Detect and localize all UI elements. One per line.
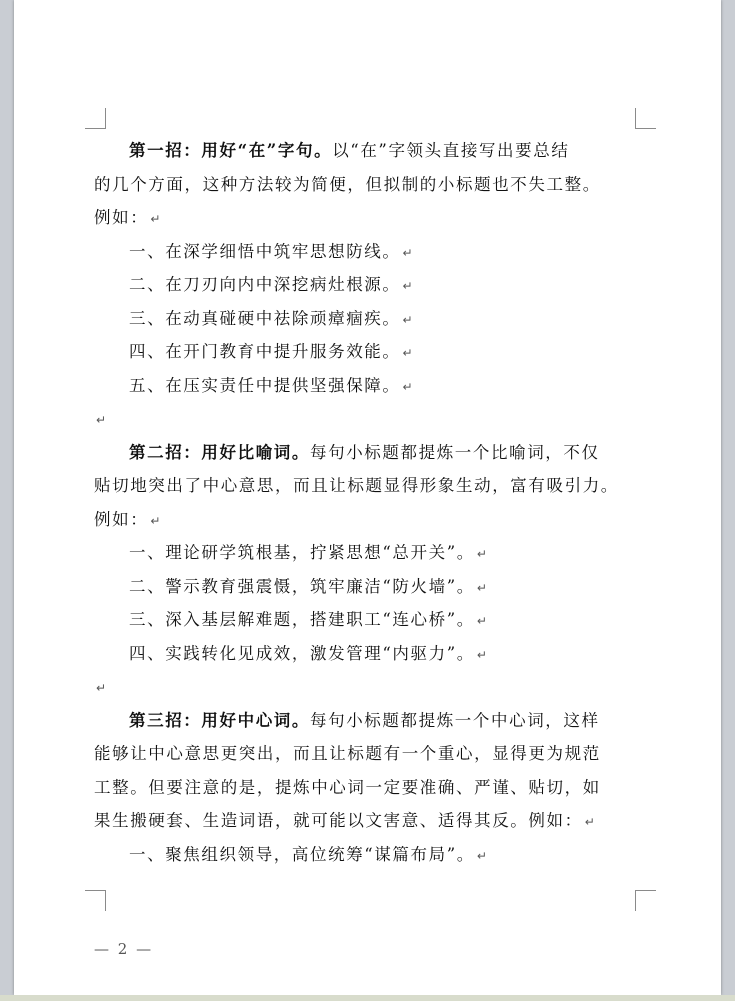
paragraph-mark-icon: ↵ [476, 547, 489, 561]
margin-corner-top-left [85, 108, 106, 129]
list-item [94, 268, 624, 302]
page-number: — 2 — [94, 940, 154, 958]
empty-paragraph [94, 670, 624, 704]
list-item [94, 603, 624, 637]
paragraph-mark-icon: ↵ [402, 346, 415, 360]
paragraph-mark-icon: ↵ [402, 245, 415, 260]
paragraph-mark-icon: ↵ [96, 681, 108, 695]
list-item-text: 四、实践转化见成效，激发管理“内驱力”。 [129, 643, 475, 663]
paragraph-line: 的几个方面，这种方法较为简便，但拟制的小标题也不失工整。 [94, 174, 601, 194]
list-item-text: 一、在深学细悟中筑牢思想防线。 [129, 241, 401, 261]
paragraph-mark-icon: ↵ [150, 513, 162, 528]
section-heading: 第二招：用好比喻词。 [129, 442, 310, 462]
list-item [94, 369, 624, 403]
list-item-text: 二、警示教育强震慑，筑牢廉洁“防火墙”。 [129, 576, 475, 596]
margin-corner-bottom-right [635, 890, 656, 911]
list-item [94, 536, 624, 570]
list-item [94, 302, 624, 336]
paragraph-mark-icon: ↵ [96, 413, 108, 427]
margin-corner-bottom-left [85, 890, 106, 911]
list-item-text: 三、在动真碰硬中祛除顽瘴痼疾。 [129, 308, 401, 328]
list-item-text: 五、在压实责任中提供坚强保障。 [129, 375, 401, 395]
document-body[interactable] [94, 134, 624, 871]
paragraph-line: 能够让中心意思更突出，而且让标题有一个重心，显得更为规范 [94, 744, 601, 763]
list-item [94, 838, 624, 872]
list-item-text: 一、理论研学筑根基，拧紧思想“总开关”。 [129, 543, 475, 562]
paragraph-line [94, 503, 624, 537]
paragraph-line [94, 201, 624, 235]
list-item [94, 335, 624, 369]
section-heading: 第一招：用好“在”字句。 [129, 141, 333, 160]
paragraph-text: 例如： [94, 509, 149, 529]
paragraph-line: 贴切地突出了中心意思，而且让标题显得形象生动，富有吸引力。 [94, 476, 619, 495]
paragraph-mark-icon: ↵ [402, 279, 415, 293]
paragraph-text: 以“在”字领头直接写出要总结 [332, 141, 570, 160]
section-heading: 第三招：用好中心词。 [129, 710, 310, 730]
list-item-text: 一、聚焦组织领导，高位统筹“谋篇布局”。 [129, 844, 475, 864]
list-item [94, 637, 624, 671]
paragraph-mark-icon: ↵ [476, 614, 489, 628]
paragraph-line [94, 804, 624, 838]
paragraph-line [94, 436, 624, 470]
paragraph-text: 每句小标题都提炼一个比喻词，不仅 [310, 442, 600, 462]
list-item-text: 三、深入基层解难题，搭建职工“连心桥”。 [129, 610, 475, 629]
list-item-text: 二、在刀刃向内中深挖病灶根源。 [129, 275, 401, 294]
paragraph-mark-icon: ↵ [476, 580, 489, 595]
paragraph-line: 工整。但要注意的是，提炼中心词一定要准确、严谨、贴切，如 [94, 777, 601, 797]
paragraph-text: 例如： [94, 208, 149, 227]
paragraph-text: 果生搬硬套、生造词语，就可能以文害意、适得其反。例如： [94, 811, 583, 830]
paragraph-line [94, 704, 624, 738]
paragraph-mark-icon: ↵ [584, 815, 597, 829]
paragraph-line [94, 134, 624, 168]
paragraph-mark-icon: ↵ [476, 647, 489, 662]
paragraph-mark-icon: ↵ [150, 212, 162, 226]
paragraph-mark-icon: ↵ [402, 379, 415, 394]
list-item [94, 235, 624, 269]
paragraph-mark-icon: ↵ [402, 312, 415, 327]
paragraph-mark-icon: ↵ [476, 848, 489, 863]
status-strip [0, 995, 735, 1001]
empty-paragraph [94, 402, 624, 436]
margin-corner-top-right [635, 108, 656, 129]
paragraph-text: 每句小标题都提炼一个中心词，这样 [310, 710, 600, 730]
list-item [94, 570, 624, 604]
list-item-text: 四、在开门教育中提升服务效能。 [129, 342, 401, 361]
